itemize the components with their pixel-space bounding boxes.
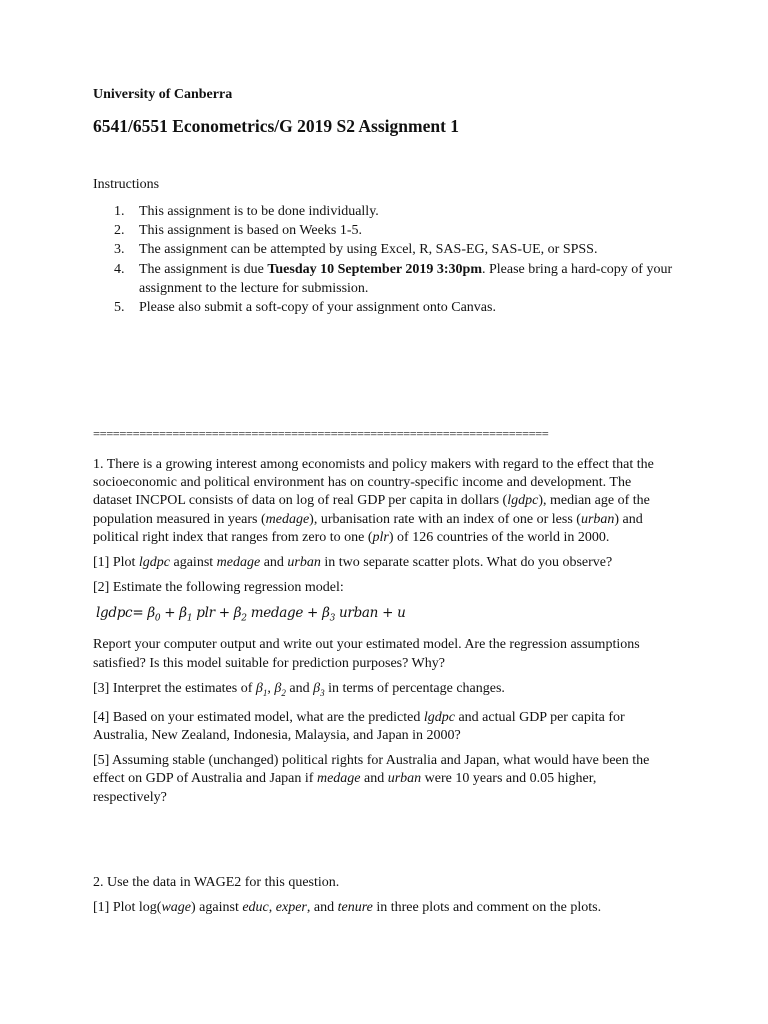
list-number: 5. (114, 300, 125, 316)
list-text: This assignment is to be done individually. (139, 204, 379, 219)
question-2-intro: 2. Use the data in WAGE2 for this question. (93, 875, 340, 890)
list-text: Please also submit a soft-copy of your assignment onto Canvas. (139, 300, 496, 316)
list-number: 4. (114, 261, 125, 277)
university-name: University of Canberra (93, 87, 233, 102)
question-1 (93, 456, 673, 814)
list-text: The assignment can be attempted by using Excel, R, SAS-EG, SAS-UE, or SPSS. (139, 242, 598, 258)
list-item (93, 260, 673, 298)
question-1-part-3: [3] Interpret the estimates of $\beta_1$, $\beta_2$ and $\beta_3$ in terms of percentage changes. (93, 680, 505, 698)
list-item (93, 221, 673, 240)
list-item (93, 202, 673, 221)
list-text-pre: The assignment is due (139, 261, 268, 277)
instructions-heading: Instructions (93, 177, 160, 192)
list-number: 3. (114, 242, 125, 258)
list-item (93, 298, 673, 317)
question-1-part-2-text: Report your computer output and write out your estimated model. Are the regression assumptions satisfied? Is this model suitable for prediction purposes? Why? (93, 637, 640, 671)
question-1-part-2: [2] Estimate the following regression model: (93, 580, 344, 596)
due-date: Tuesday 10 September 2019 3:30pm (267, 261, 482, 277)
assignment-title: 6541/6551 Econometrics/G 2019 S2 Assignment 1 (93, 116, 460, 136)
list-text: This assignment is based on Weeks 1-5. (139, 223, 362, 239)
question-2 (93, 874, 673, 924)
separator-line: ===================================================================== (93, 427, 549, 441)
list-number: 1. (114, 204, 125, 219)
question-1-part-1: [1] Plot lgdpc against medage and urban in two separate scatter plots. What do you observe? (93, 555, 613, 571)
question-1-intro: 1. There is a growing interest among economists and policy makers with regard to the effect that the socioeconomic and political environment has on country-specific income and development. The dataset INCPOL consists of data on log of real GDP per capita in dollars (lgdpc), median age of the population measured in years (medage), urbanisation rate with an index of one or less (urban) and political right index that ranges from zero to one (plr) of 126 countries of the world in 2000. (93, 457, 654, 545)
list-item (93, 240, 673, 259)
list-number: 2. (114, 223, 125, 239)
question-1-part-4: [4] Based on your estimated model, what are the predicted lgdpc and actual GDP per capita for Australia, New Zealand, Indonesia, Malaysia, and Japan in 2000? (93, 709, 625, 743)
question-2-part-1: [1] Plot log(wage) against educ, exper, and tenure in three plots and comment on the plots. (93, 900, 602, 916)
list-text-post: . Please bring a hard-copy of your assignment to the lecture for submission. (139, 261, 673, 296)
question-1-part-5: [5] Assuming stable (unchanged) political rights for Australia and Japan, what would have been the effect on GDP of Australia and Japan if medage and urban were 10 years and 0.05 higher, respectively? (93, 753, 650, 805)
instructions-list (93, 202, 673, 317)
regression-equation: lgdpc= $\beta_0 + \beta_1$ plr + $\beta_2$ medage + $\beta_3$ urban + u (96, 605, 406, 625)
